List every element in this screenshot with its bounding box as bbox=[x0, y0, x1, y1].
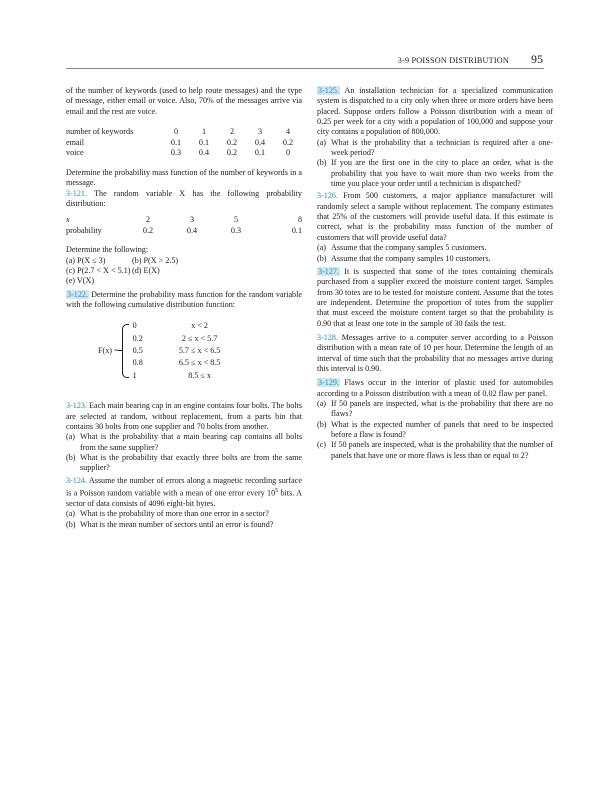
problem-text: Assume the number of errors along a magnetic recording surface is a Poisson random variable with a mean of one error every 10 bbox=[66, 475, 302, 498]
table-header-row bbox=[66, 127, 302, 138]
intro-paragraph: of the number of keywords (used to help route messages) and the type of message, either email or voice. Also, 70% of the messages arrive via email and the rest are voice. bbox=[66, 86, 302, 116]
problem-3-128 bbox=[317, 333, 553, 374]
problem-text: It is suspected that some of the totes containing chemicals purchased from a supplier exceed the moisture content target. Samples from 30 totes are to be tested for moisture content. Assume that the totes are independent. Determine the proportion of totes from the supplier that must exceed the moisture content target so that the probability is 0.90 that at least one tote in the sample of 30 fails the test. bbox=[317, 266, 553, 328]
part-text: What is the expected number of panels that need to be inspected before a flaw is found? bbox=[331, 419, 553, 439]
header-rule bbox=[66, 68, 544, 69]
parts-list bbox=[317, 138, 553, 190]
keywords-table bbox=[66, 127, 302, 159]
part-text: Assume that the company samples 5 customers. bbox=[331, 243, 487, 253]
problem-number: 3-122. bbox=[67, 289, 88, 299]
part-label: (a) bbox=[317, 137, 327, 147]
problem-text: An installation technician for a specialized communication system is dispatched to a city only when three or more orders have been placed. Suppose orders follow a Poisson distribution with a mean of 0.25 per week for a city with a population of 100,000 and suppose your city contains a population of 800,000. bbox=[317, 86, 553, 137]
problem-3-129 bbox=[317, 378, 553, 399]
table-row bbox=[66, 148, 302, 159]
part-text: P(X > 2.5) bbox=[143, 255, 179, 265]
cdf-row bbox=[133, 321, 231, 331]
cdf-value: 0.8 bbox=[132, 358, 143, 368]
cdf-value: 0.5 bbox=[132, 346, 143, 356]
problem-text: Flaws occur in the interior of plastic used for automobiles according to a Poisson distribution with a mean of 0.02 flaw per panel. bbox=[317, 378, 554, 398]
cdf-range: 6.5 ≤ x < 8.5 bbox=[178, 358, 221, 368]
problem-number: 3-129. bbox=[318, 378, 339, 388]
table-cell: 0.4 bbox=[186, 225, 198, 235]
list-item bbox=[317, 158, 553, 189]
table-row bbox=[66, 226, 302, 237]
table-cell: 0.2 bbox=[226, 137, 238, 147]
table-cell: 3 bbox=[257, 127, 263, 137]
part-text: V(X) bbox=[76, 276, 95, 286]
problem-3-121 bbox=[66, 189, 302, 210]
table-cell: 0.3 bbox=[170, 148, 182, 158]
part-text: What is the mean number of sectors until an error is found? bbox=[80, 519, 274, 529]
problem-text: The random variable X has the following probability distribution: bbox=[66, 188, 302, 208]
part-label: (b) bbox=[132, 255, 142, 265]
table-cell: 8 bbox=[297, 215, 302, 225]
table-cell: 5 bbox=[233, 215, 239, 225]
parts-row bbox=[66, 266, 302, 276]
cdf-row bbox=[133, 346, 231, 356]
x-distribution-table bbox=[66, 215, 302, 236]
page-number: 95 bbox=[531, 52, 543, 66]
brace-icon bbox=[122, 324, 129, 378]
table-cell: number of keywords bbox=[66, 127, 134, 137]
problem-3-125 bbox=[317, 86, 553, 138]
table-cell: 3 bbox=[189, 215, 195, 225]
list-item bbox=[317, 138, 553, 159]
cdf-row bbox=[133, 358, 231, 368]
parts-row bbox=[66, 276, 302, 286]
cdf-range: 8.5 ≤ x bbox=[188, 370, 211, 380]
table-cell: email bbox=[66, 137, 85, 147]
exponent: 5 bbox=[275, 487, 279, 494]
problem-number: 3-128. bbox=[317, 332, 338, 342]
problem-text: bits. A sector of data consists of 4096 eight-bit bytes. bbox=[66, 488, 302, 508]
cdf-table bbox=[131, 319, 233, 383]
part-text: If 50 panels are inspected, what is the probability that the number of panels that have one or more flaws is less than or equal to 2? bbox=[331, 440, 553, 460]
table-cell: 0.2 bbox=[226, 148, 238, 158]
table-cell: 0.4 bbox=[198, 148, 210, 158]
part-text: P(2.7 < X < 5.1) bbox=[77, 266, 131, 276]
problem-number: 3-123. bbox=[66, 401, 87, 411]
table-cell: 0.1 bbox=[198, 137, 210, 147]
part-text: What is the probability of more than one error in a sector? bbox=[80, 509, 269, 519]
table-cell: 0.2 bbox=[142, 225, 154, 235]
part-text: E(X) bbox=[143, 266, 160, 276]
right-column bbox=[317, 86, 553, 461]
part-label: (b) bbox=[317, 253, 327, 263]
cdf-label: F(x) = bbox=[98, 346, 119, 356]
list-item bbox=[66, 509, 302, 519]
part-label: (b) bbox=[317, 158, 327, 168]
part-label: (a) bbox=[66, 432, 76, 442]
part-text: What is the probability that a main bearing cap contains all bolts from the same supplier? bbox=[80, 432, 302, 452]
part-label: (c) bbox=[66, 266, 76, 276]
list-item bbox=[66, 520, 302, 530]
part-label: (a) bbox=[66, 255, 76, 265]
problem-number: 3-125. bbox=[318, 86, 339, 95]
problem-text: Each main bearing cap in an engine contains four bolts. The bolts are selected at random, without replacement, from a parts bin that contains 30 bolts from one supplier and 70 bolts from another. bbox=[66, 401, 302, 431]
table-cell: 0.2 bbox=[282, 137, 294, 147]
table-cell: probability bbox=[66, 225, 102, 235]
cdf-row bbox=[133, 334, 231, 344]
cdf-value: 0.2 bbox=[132, 333, 143, 343]
part-label: (c) bbox=[317, 440, 327, 450]
running-header bbox=[398, 52, 543, 67]
part-text: If you are the first one in the city to place an order, what is the probability that you have to wait more than two weeks from the time you place your order until a technician is dispatched? bbox=[331, 158, 553, 189]
problem-3-127 bbox=[317, 267, 553, 329]
table-cell: 1 bbox=[201, 127, 207, 137]
problem-3-122 bbox=[66, 290, 302, 311]
parts-list bbox=[317, 243, 553, 264]
part-text: P(X ≤ 3) bbox=[77, 255, 106, 265]
cdf-range: x < 2 bbox=[191, 321, 208, 331]
part-label: (b) bbox=[66, 452, 76, 462]
problem-number: 3-124. bbox=[66, 475, 87, 485]
table-cell: 0 bbox=[173, 127, 179, 137]
list-item bbox=[66, 432, 302, 453]
table-row bbox=[66, 138, 302, 149]
cdf-value: 1 bbox=[132, 370, 137, 380]
determine-label: Determine the following: bbox=[66, 245, 149, 255]
pmf-question: Determine the probability mass function of the number of keywords in a message. bbox=[66, 167, 302, 188]
cdf-range: 2 ≤ x < 5.7 bbox=[181, 333, 218, 343]
list-item bbox=[317, 399, 553, 420]
part-label: (b) bbox=[66, 519, 76, 529]
table-cell: 0.3 bbox=[230, 225, 242, 235]
list-item bbox=[317, 243, 553, 253]
parts-list bbox=[317, 399, 553, 461]
list-item bbox=[66, 453, 302, 474]
table-cell: 0.1 bbox=[291, 225, 302, 235]
table-cell: voice bbox=[66, 148, 84, 158]
table-cell: 2 bbox=[229, 127, 235, 137]
section-title: 3-9 POISSON DISTRIBUTION bbox=[397, 56, 509, 65]
problem-3-124 bbox=[66, 476, 302, 510]
cdf-range: 5.7 ≤ x < 6.5 bbox=[178, 346, 221, 356]
problem-3-123 bbox=[66, 401, 302, 432]
parts-row bbox=[66, 256, 302, 266]
part-text: Assume that the company samples 10 customers. bbox=[331, 253, 491, 263]
part-label: (e) bbox=[66, 276, 76, 286]
part-text: What is the probability that a technician is required after a one-week period? bbox=[331, 137, 553, 158]
table-cell: 0.1 bbox=[170, 137, 182, 147]
parts-list bbox=[66, 509, 302, 530]
problem-number: 3-126. bbox=[317, 191, 338, 201]
problem-text: Messages arrive to a computer server according to a Poisson distribution with a mean rate of 10 per hour. Determine the length of an interval of time such that the probability that no messages arrive during this interval is 0.90. bbox=[317, 332, 554, 373]
part-label: (a) bbox=[317, 398, 327, 408]
part-label: (a) bbox=[317, 243, 327, 253]
table-header-row bbox=[66, 215, 302, 226]
cdf-value: 0 bbox=[132, 321, 137, 331]
table-cell: 4 bbox=[285, 127, 291, 137]
problem-number: 3-127. bbox=[318, 266, 339, 276]
part-label: (d) bbox=[132, 266, 142, 276]
table-cell: 2 bbox=[145, 215, 151, 225]
part-label: (a) bbox=[66, 509, 76, 519]
table-cell: x bbox=[66, 215, 70, 225]
cdf-piecewise bbox=[98, 319, 302, 383]
left-column bbox=[66, 86, 302, 530]
part-text: What is the probability that exactly three bolts are from the same supplier? bbox=[80, 452, 302, 473]
list-item bbox=[317, 420, 553, 441]
problem-number: 3-121. bbox=[66, 188, 87, 198]
table-cell: 0.1 bbox=[254, 148, 266, 158]
problem-3-126 bbox=[317, 191, 553, 243]
cdf-row bbox=[133, 371, 231, 381]
parts-list bbox=[66, 432, 302, 473]
table-cell: 0 bbox=[285, 148, 291, 158]
problem-text: Determine the probability mass function for the random variable with the following cumulative distribution function: bbox=[66, 289, 302, 310]
problem-text: From 500 customers, a major appliance manufacturer will randomly select a sample without replacement. The company estimates that 25% of the customers will provide useful data. If this estimate is correct, what is the probability mass function of the number of customers that will provide useful data? bbox=[317, 191, 553, 242]
part-text: If 50 panels are inspected, what is the probability that there are no flaws? bbox=[331, 398, 553, 419]
list-item bbox=[317, 440, 553, 461]
part-label: (b) bbox=[317, 419, 327, 429]
list-item bbox=[317, 254, 553, 264]
table-cell: 0.4 bbox=[254, 137, 266, 147]
